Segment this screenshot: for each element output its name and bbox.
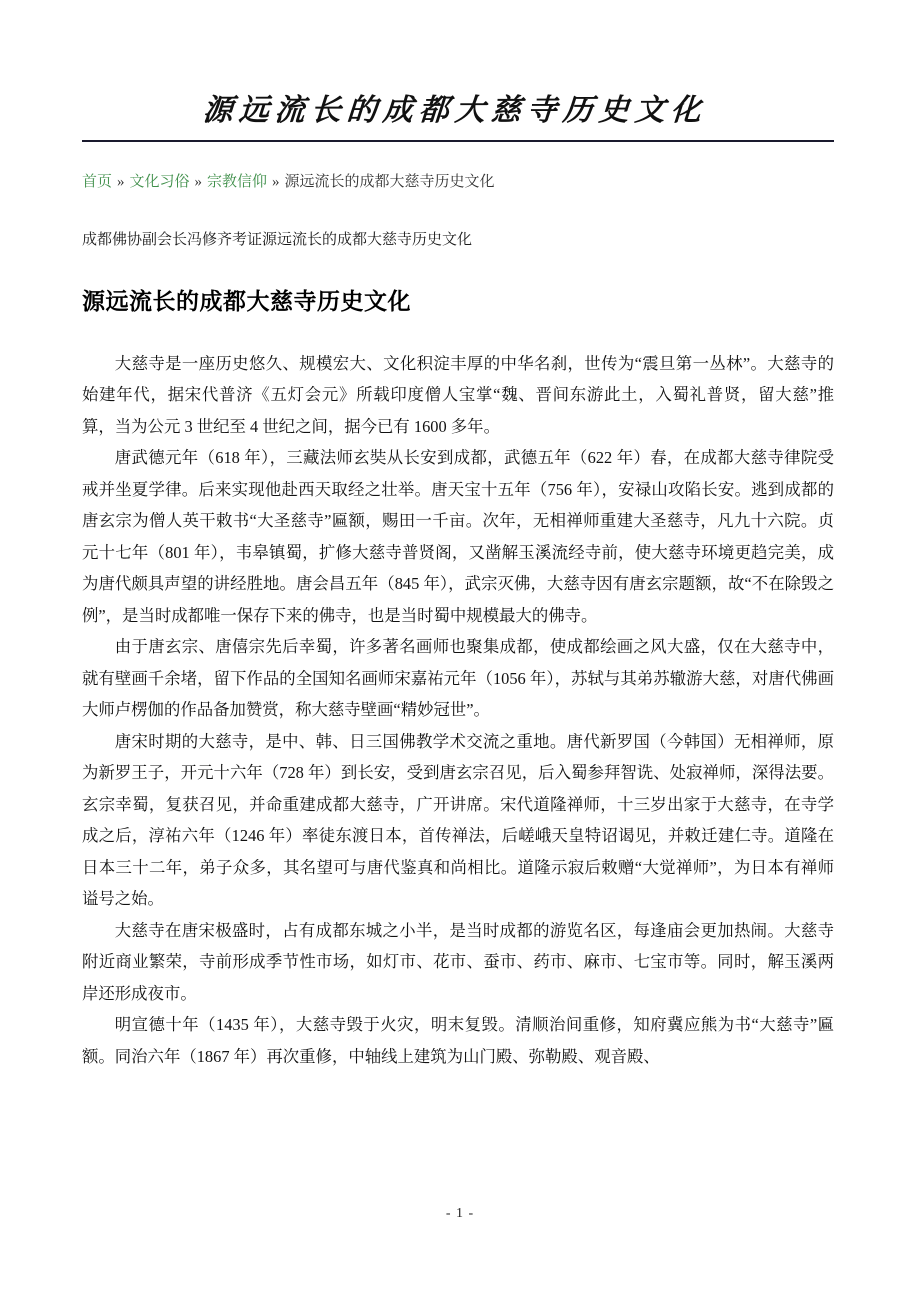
breadcrumb-separator: »: [272, 173, 280, 190]
body-paragraph: 明宣德十年（1435 年），大慈寺毁于火灾，明末复毁。清顺治间重修，知府冀应熊为书“大慈寺”匾额。同治六年（1867 年）再次重修，中轴线上建筑为山门殿、弥勒殿、观音殿、: [82, 1015, 834, 1066]
body-paragraph: 大慈寺是一座历史悠久、规模宏大、文化积淀丰厚的中华名刹，世传为“震旦第一丛林”。大慈寺的始建年代，据宋代普济《五灯会元》所载印度僧人宝掌“魏、晋间东游此土，入蜀礼普贤，留大慈”推算，当为公元 3 世纪至 4 世纪之间，据今已有 1600 多年。: [82, 353, 834, 436]
body-paragraph: 大慈寺在唐宋极盛时，占有成都东城之小半，是当时成都的游览名区，每逢庙会更加热闹。大慈寺附近商业繁荣，寺前形成季节性市场，如灯市、花市、蚕市、药市、麻市、七宝市等。同时，解玉溪两岸还形成夜市。: [82, 920, 834, 1003]
breadcrumb-separator: »: [117, 173, 125, 190]
breadcrumb-item-home[interactable]: 首页: [82, 173, 113, 190]
body-paragraph: 唐武德元年（618 年），三藏法师玄奘从长安到成都，武德五年（622 年）春，在成都大慈寺律院受戒并坐夏学律。后来实现他赴西天取经之壮举。唐天宝十五年（756 年），安禄山攻陷长安。逃到成都的唐玄宗为僧人英干敕书“大圣慈寺”匾额，赐田一千亩。次年，无相禅师重建大圣慈寺，凡九十六院。贞元十七年（801 年），韦皋镇蜀，扩修大慈寺普贤阁，又凿解玉溪流经寺前，使大慈寺环境更趋完美，成为唐代颇具声望的讲经胜地。唐会昌五年（845 年），武宗灭佛，大慈寺因有唐玄宗题额，故“不在除毁之例”，是当时成都唯一保存下来的佛寺，也是当时蜀中规模最大的佛寺。: [82, 448, 834, 625]
body-paragraph: 唐宋时期的大慈寺，是中、韩、日三国佛教学术交流之重地。唐代新罗国（今韩国）无相禅师，原为新罗王子，开元十六年（728 年）到长安，受到唐玄宗召见，后入蜀参拜智诜、处寂禅师，深得法要。玄宗幸蜀，复获召见，并命重建成都大慈寺，广开讲席。宋代道隆禅师，十三岁出家于大慈寺，在寺学成之后，淳祐六年（1246 年）率徒东渡日本，首传禅法，后嵯峨天皇特诏谒见，并敕迁建仁寺。道隆在日本三十二年，弟子众多，其名望可与唐代鉴真和尚相比。道隆示寂后敕赠“大觉禅师”，为日本有禅师谥号之始。: [82, 731, 834, 909]
article-body: [82, 318, 834, 1073]
page-number: - 1 -: [445, 1206, 475, 1221]
breadcrumb-item-culture-customs[interactable]: 文化习俗: [129, 173, 190, 190]
page-content: [82, 0, 834, 1072]
page-title: 源远流长的成都大慈寺历史文化: [201, 93, 709, 128]
article-heading: 源远流长的成都大慈寺历史文化: [82, 288, 411, 315]
breadcrumb: [82, 142, 834, 194]
breadcrumb-item-current: 源远流长的成都大慈寺历史文化: [284, 173, 495, 190]
body-paragraph: 由于唐玄宗、唐僖宗先后幸蜀，许多著名画师也聚集成都，使成都绘画之风大盛，仅在大慈寺中，就有壁画千余堵，留下作品的全国知名画师宋嘉祐元年（1056 年），苏轼与其弟苏辙游大慈，对唐代佛画大师卢楞伽的作品备加赞赏，称大慈寺壁画“精妙冠世”。: [82, 637, 834, 720]
breadcrumb-item-religious-belief[interactable]: 宗教信仰: [207, 173, 268, 190]
breadcrumb-separator: »: [194, 173, 203, 190]
article-byline: 成都佛协副会长冯修齐考证源远流长的成都大慈寺历史文化: [82, 231, 473, 248]
